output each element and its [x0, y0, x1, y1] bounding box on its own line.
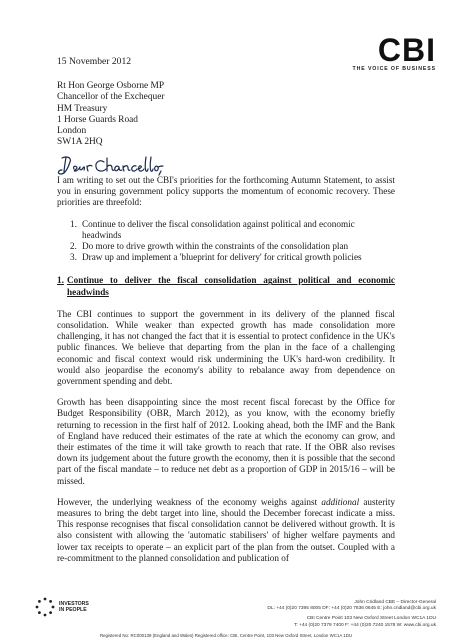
paragraph-text: austerity measures to bring the debt target into line, should the December forecast indicate a miss. This response recognises that fiscal consolidation cannot be delivered without growth. It is also consistent with allowing the 'automatic stabilisers' of higher welfare payments and lower tax receipts to operate – an explicit part of the plan from the outset. Coupled with a re-commitment to the planned consolidation and publication of	[57, 496, 395, 563]
body-paragraph: The CBI continues to support the government in its delivery of the planned fiscal consolidation. While weaker than expected growth has made consolidation more challenging, it has not changed the fact that it is essential to protect confidence in the UK's public finances. We believe that departing from the plan in the face of a challenging economic and fiscal context would risk undermining the UK's hard-won credibility. It would also jeopardise the economy's ability to rebalance away from dependence on government spending and debt.	[57, 308, 395, 387]
priority-text: Continue to deliver the fiscal consolidation against political and economic headwinds	[82, 218, 355, 240]
body-paragraph: Growth has been disappointing since the most recent fiscal forecast by the Office for Budget Responsibility (OBR, March 2012), as you know, with the economy briefly returning to recession in the first half of 2012. Looking ahead, both the IMF and the Bank of England have reduced their estimates of the rate at which the economy can grow, and their estimates of the time it will take growth to reach that rate. If the OBR also revises down its judgement about the future growth the economy, then it is possible that the second part of the fiscal mandate – to reduce net debt as a proportion of GDP in 2015/16 – will be missed.	[57, 397, 395, 486]
footer-registration: Registered No: RC000139 (England and Wales) Registered office: CBI, Centre Point, 103 New Oxford Street, London WC1A 1DU	[99, 633, 353, 638]
footer-phone: T: +44 (0)20 7379 7400 F: +44 (0)20 7240 1578 W: www.cbi.org.uk	[293, 622, 436, 628]
priority-item	[70, 241, 395, 252]
footer-direct-line: DL: +44 (0)20 7395 8005 DF: +44 (0)20 7836 0645 E: john.cridland@cbi.org.uk	[267, 606, 436, 612]
address-line: Rt Hon George Osborne MP	[57, 81, 165, 91]
footer-contact	[267, 600, 436, 629]
priority-text: Draw up and implement a 'blueprint for delivery' for critical growth policies	[82, 252, 362, 263]
investors-in-people-icon	[34, 596, 56, 618]
address-line: HM Treasury	[57, 103, 108, 114]
logo-wordmark: CBI	[377, 32, 436, 68]
investors-in-people-badge	[34, 596, 89, 618]
address-line: 1 Horse Guards Road	[57, 114, 138, 125]
priority-number: 2.	[70, 241, 77, 252]
priority-list	[57, 219, 395, 264]
paragraph-text: However, the underlying weakness of the economy weighs against	[57, 496, 322, 507]
priority-text: Do more to drive growth within the constraints of the consolidation plan	[82, 241, 349, 252]
section-number: 1.	[57, 275, 64, 286]
cbi-logo	[330, 32, 436, 72]
footer-signatory: John Cridland CBE – Director-General	[354, 600, 436, 605]
section-title: Continue to deliver the fiscal consolidation against political and economic headwinds	[67, 275, 395, 297]
badge-line: INVESTORS	[59, 601, 89, 607]
badge-line: IN PEOPLE	[59, 607, 87, 613]
letter-body	[57, 175, 395, 574]
badge-text	[59, 601, 89, 613]
priority-number: 3.	[70, 252, 77, 263]
section-heading	[57, 275, 395, 297]
logo-tagline: THE VOICE OF BUSINESS	[352, 66, 436, 72]
emphasis-text: additional	[321, 496, 360, 507]
address-line: London	[57, 126, 87, 137]
letter-date: 15 November 2012	[57, 56, 132, 67]
address-line: SW1A 2HQ	[57, 137, 103, 148]
priority-item	[70, 252, 395, 263]
priority-item	[70, 219, 395, 241]
intro-paragraph: I am writing to set out the CBI's priorities for the forthcoming Autumn Statement, to assist you in ensuring government policy supports the momentum of economic recovery. These priorities are threefold:	[57, 175, 395, 208]
priority-number: 1.	[70, 218, 77, 229]
address-line: Chancellor of the Exchequer	[57, 92, 165, 103]
recipient-address	[57, 81, 165, 149]
footer-address: CBI Centre Point 103 New Oxford Street London WC1A 1DU	[306, 616, 436, 622]
body-paragraph	[57, 497, 395, 564]
